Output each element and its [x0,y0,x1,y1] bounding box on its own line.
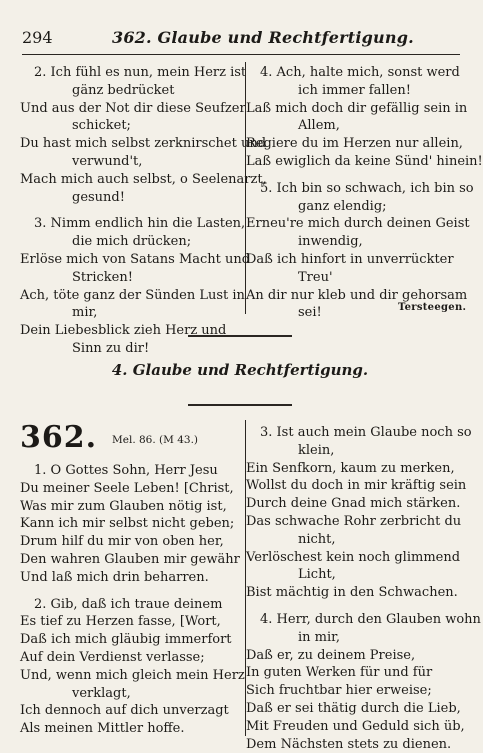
page-number: 294 [22,28,53,47]
page-header [22,28,458,52]
hymn-number: 362. [20,420,98,455]
verse-line: Dein Liebesblick zieh Herz und [20,323,227,339]
verse-line: 3. Nimm endlich hin die Lasten, [34,216,246,232]
verse-line: Sinn zu dir! [72,340,150,356]
hymn-right-column [246,424,481,753]
verse-line: Es tief zu Herzen fasse, [Wort, [20,614,221,630]
verse-line: An dir nur kleb und dir gehorsam [246,287,468,303]
verse-line: Und laß mich drin beharren. [20,569,209,585]
verse-line: Du meiner Seele Leben! [Christ, [20,480,234,496]
verse-line: In guten Werken für und für [246,665,433,681]
hymn-left-column [20,462,245,738]
verse-line: Licht, [298,567,336,583]
verse-line: 2. Gib, daß ich traue deinem [34,596,223,612]
verse-line: 4. Herr, durch den Glauben wohn [260,611,481,627]
verse-line: Durch deine Gnad mich stärken. [246,496,461,512]
verse-line: Kann ich mir selbst nicht geben; [20,516,235,532]
verse-line: Was mir zum Glauben nötig ist, [20,498,227,514]
verse-line: gänz bedrücket [72,82,175,98]
verse-line: Daß er, zu deinem Preise, [246,647,416,663]
verse-line: die mich drücken; [72,234,192,250]
verse-line: Mit Freuden und Geduld sich üb, [246,718,465,734]
verse-line: Stricken! [72,269,133,285]
verse-line: schicket; [72,118,131,134]
verse-line: Mach mich auch selbst, o Seelenarzt, [20,171,267,187]
verse-line: Auf dein Verdienst verlasse; [20,649,205,665]
verse-line: Erlöse mich von Satans Macht und [20,251,251,267]
verse-line: Als meinen Mittler hoffe. [20,721,185,737]
verse-line: Daß ich mich gläubig immerfort [20,632,232,648]
verse-line: Erneu're mich durch deinen Geist [246,216,470,232]
verse-line: Das schwache Rohr zerbricht du [246,513,462,529]
verse-line: Laß mich doch dir gefällig sein in [246,100,468,116]
verse-line: inwendig, [298,234,363,250]
verse-line: klein, [298,442,335,458]
author-credit: Tersteegen. [398,302,467,313]
verse-line: Allem, [298,118,340,134]
verse-line: 5. Ich bin so schwach, ich bin so [260,180,474,196]
verse-line: Du hast mich selbst zerknirschet und [20,136,267,152]
verse-line: Dem Nächsten stets zu dienen. [246,736,452,752]
section-rule-bottom [188,404,292,406]
verse-line: Ach, töte ganz der Sünden Lust in [20,287,245,303]
verse-line: sei! [298,305,322,321]
verse-line: nicht, [298,531,336,547]
verse-line: Verlöschest kein noch glimmend [246,549,461,565]
verse-line: 4. Ach, halte mich, sonst werd [260,65,460,80]
verse-line: Wollst du doch in mir kräftig sein [246,478,467,494]
section-title: 4. Glaube und Rechtfertigung. [111,361,369,379]
verse-line: 1. O Gottes Sohn, Herr Jesu [34,463,218,478]
verse-line: verklagt, [72,685,131,701]
verse-line: 2. Ich fühl es nun, mein Herz ist [34,65,247,80]
top-right-column [246,64,483,322]
top-left-column [20,64,267,358]
verse-line: Den wahren Glauben mir gewähr [20,551,240,567]
verse-line: in mir, [298,629,341,645]
verse-line: Daß ich hinfort in unverrückter [246,251,454,267]
verse-line: verwund't, [72,153,143,169]
header-rule [22,54,460,55]
verse-line: ganz elendig; [298,198,387,214]
verse-line: gesund! [72,189,125,205]
verse-line: Drum hilf du mir von oben her, [20,534,224,550]
verse-line: Treu' [298,269,333,285]
verse-line: 3. Ist auch mein Glaube noch so [260,425,472,440]
verse-line: Und, wenn mich gleich mein Herz [20,667,245,683]
running-title: 362. Glaube und Rechtfertigung. [112,28,414,47]
verse-line: Regiere du im Herzen nur allein, [246,136,463,152]
verse-line: Sich fruchtbar hier erweise; [246,683,432,699]
melody-reference: Mel. 86. (M 43.) [112,434,199,446]
verse-line: Bist mächtig in den Schwachen. [246,585,458,601]
verse-line: Ich dennoch auf dich unverzagt [20,703,229,719]
verse-line: Und aus der Not dir diese Seufzer [20,100,246,116]
verse-line: ich immer fallen! [298,82,411,98]
verse-line: Laß ewiglich da keine Sünd' hinein! [246,153,483,169]
verse-line: Daß er sei thätig durch die Lieb, [246,700,461,716]
verse-line: Ein Senfkorn, kaum zu merken, [246,460,455,476]
verse-line: mir, [72,305,98,321]
section-rule-top [188,335,292,337]
